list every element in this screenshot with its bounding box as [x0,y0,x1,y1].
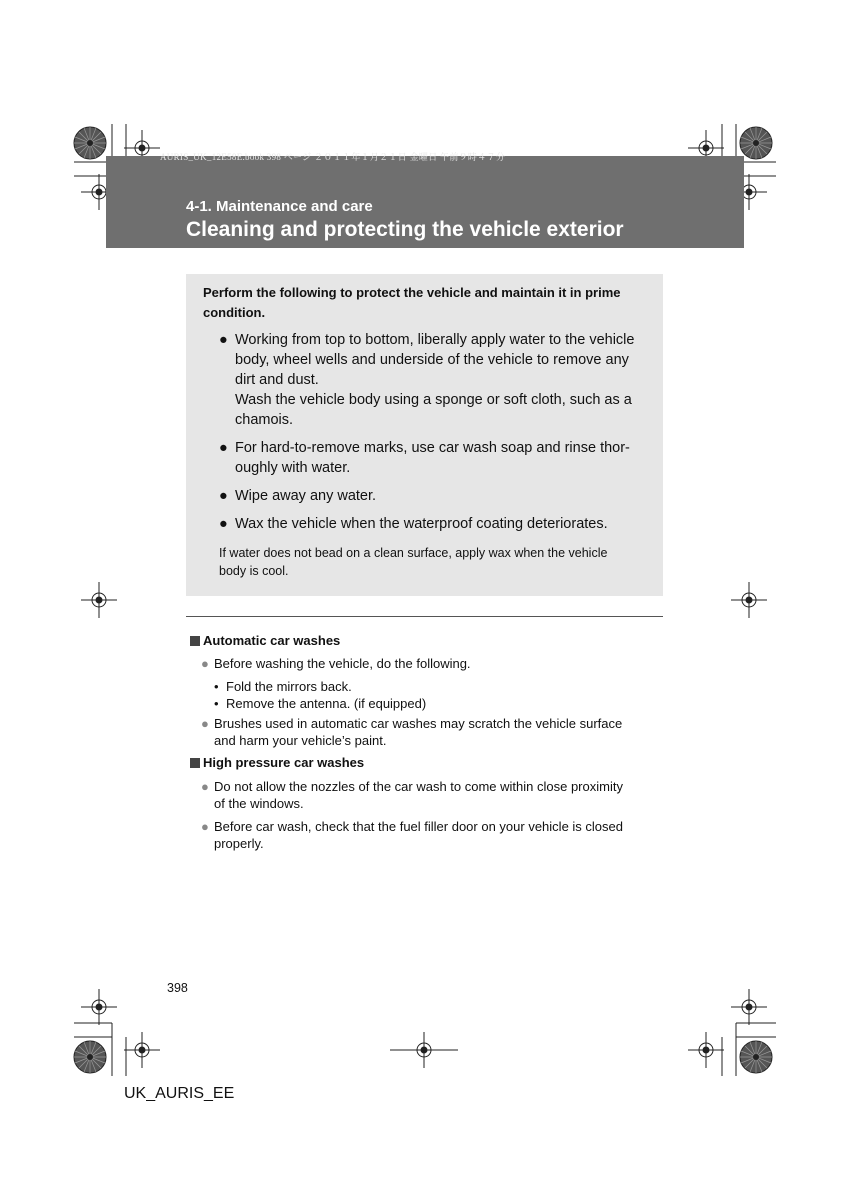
rosette-mark-icon [74,1041,106,1073]
list-item: ● Brushes used in automatic car washes may scratch the vehicle surface and harm your vehicle’s paint. [201,716,623,748]
section-heading: Automatic car washes [190,633,340,648]
crosshair-mark-icon [731,582,767,618]
bullet-icon: ● [219,332,228,348]
list-item: ● Before car wash, check that the fuel filler door on your vehicle is closed properly. [201,819,623,851]
print-info-line: AURIS_UK_12E58E.book 398 ページ ２０１１年１月２１日 金曜日 午前９時４７分 [160,152,506,162]
crosshair-mark-icon [688,1032,724,1068]
bullet-icon: ● [201,656,209,671]
bullet-icon: ● [219,440,228,456]
sub-list-item: • Fold the mirrors back. [214,679,352,694]
crosshair-mark-icon [124,1032,160,1068]
intro-text: Perform the following to protect the vehicle and maintain it in prime condition. [203,285,621,320]
box-note: If water does not bead on a clean surface, apply wax when the vehicle body is cool. [219,546,608,578]
divider [186,616,663,617]
list-item: ● Do not allow the nozzles of the car wash to come within close proximity of the windows. [201,779,623,811]
dot-icon: • [214,696,219,711]
bullet-icon: ● [219,516,228,532]
bullet-icon: ● [201,819,209,834]
box-bullet-item: ● Working from top to bottom, liberally apply water to the vehicle body, wheel wells and underside of the vehicle to remove any dirt and dust. Wash the vehicle body using a sponge or soft cloth, such as a chamois. [219,332,635,428]
box-bullet-item: ● Wax the vehicle when the waterproof coating deteriorates. [219,516,608,532]
page-title: Cleaning and protecting the vehicle exterior [186,218,624,241]
page-number: 398 [167,981,188,995]
bullet-icon: ● [219,488,228,504]
crosshair-mark-icon [81,582,117,618]
rosette-mark-icon [74,127,106,159]
section-label: 4-1. Maintenance and care [186,198,373,215]
box-bullet-item: ● For hard-to-remove marks, use car wash soap and rinse thor- oughly with water. [219,440,630,476]
bullet-icon: ● [201,779,209,794]
crosshair-mark-icon [81,989,117,1025]
square-bullet-icon [190,636,200,646]
list-item: ● Before washing the vehicle, do the following. [201,656,471,671]
footer-code: UK_AURIS_EE [124,1085,235,1102]
square-bullet-icon [190,758,200,768]
rosette-mark-icon [740,127,772,159]
box-bullet-item: ● Wipe away any water. [219,488,377,504]
section-heading: High pressure car washes [190,755,364,770]
rosette-mark-icon [740,1041,772,1073]
sub-list-item: • Remove the antenna. (if equipped) [214,696,427,711]
crosshair-mark-icon [731,989,767,1025]
bullet-icon: ● [201,716,209,731]
dot-icon: • [214,679,219,694]
